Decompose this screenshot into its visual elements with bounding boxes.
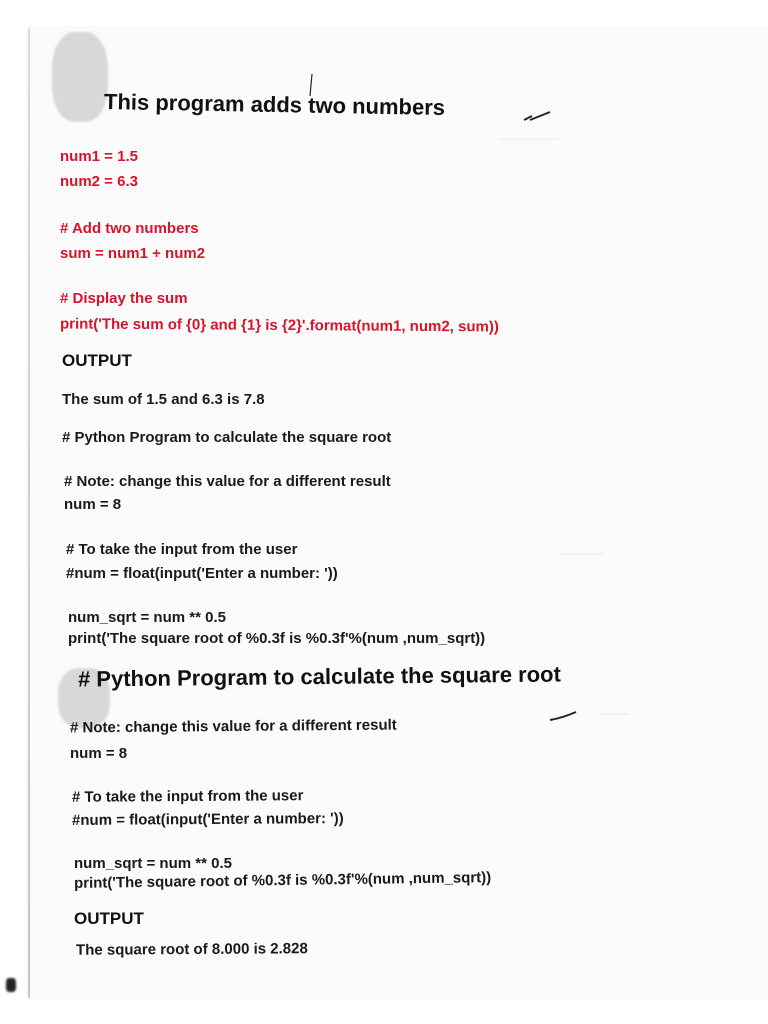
bleed-through-mark: ____	[600, 700, 629, 715]
check-mark-icon	[520, 108, 556, 128]
check-mark-icon	[548, 708, 580, 724]
code-line: num = 8	[70, 745, 128, 762]
code-line: num2 = 6.3	[60, 173, 138, 190]
code-comment: # Note: change this value for a different result	[64, 473, 391, 490]
paper-page	[30, 28, 768, 998]
code-line: print('The square root of %0.3f is %0.3f'%(num ,num_sqrt))	[68, 630, 486, 647]
pen-mark	[6, 978, 16, 992]
code-line: print('The sum of {0} and {1} is {2}'.format(num1, num2, sum))	[59, 315, 499, 336]
bleed-through-mark: ______	[560, 540, 604, 555]
code-line: print('The square root of %0.3f is %0.3f'%(num ,num_sqrt))	[73, 869, 492, 892]
code-comment: # To take the input from the user	[66, 541, 298, 558]
code-comment: # Note: change this value for a different result	[69, 716, 397, 737]
code-comment: # Python Program to calculate the square root	[62, 429, 392, 446]
code-comment: # Display the sum	[60, 290, 188, 307]
code-line: num1 = 1.5	[60, 148, 138, 165]
section1-title: This program adds two numbers	[103, 89, 446, 120]
output-label: OUTPUT	[74, 909, 144, 928]
output-text: The square root of 8.000 is 2.828	[75, 940, 308, 959]
code-comment: # To take the input from the user	[71, 787, 304, 806]
code-line: sum = num1 + num2	[60, 245, 206, 262]
code-line: num_sqrt = num ** 0.5	[68, 609, 226, 626]
redaction-blot	[52, 32, 108, 122]
code-line: #num = float(input('Enter a number: '))	[66, 565, 338, 582]
section3-title: # Python Program to calculate the square root	[77, 661, 562, 692]
bleed-through-mark: ________	[500, 125, 558, 140]
code-line: num = 8	[64, 496, 122, 513]
code-line: num_sqrt = num ** 0.5	[74, 855, 232, 872]
output-text: The sum of 1.5 and 6.3 is 7.8	[62, 391, 265, 408]
code-comment: # Add two numbers	[60, 220, 199, 237]
output-label: OUTPUT	[62, 351, 132, 370]
code-line: #num = float(input('Enter a number: '))	[71, 810, 344, 829]
pencil-stroke	[308, 74, 314, 98]
